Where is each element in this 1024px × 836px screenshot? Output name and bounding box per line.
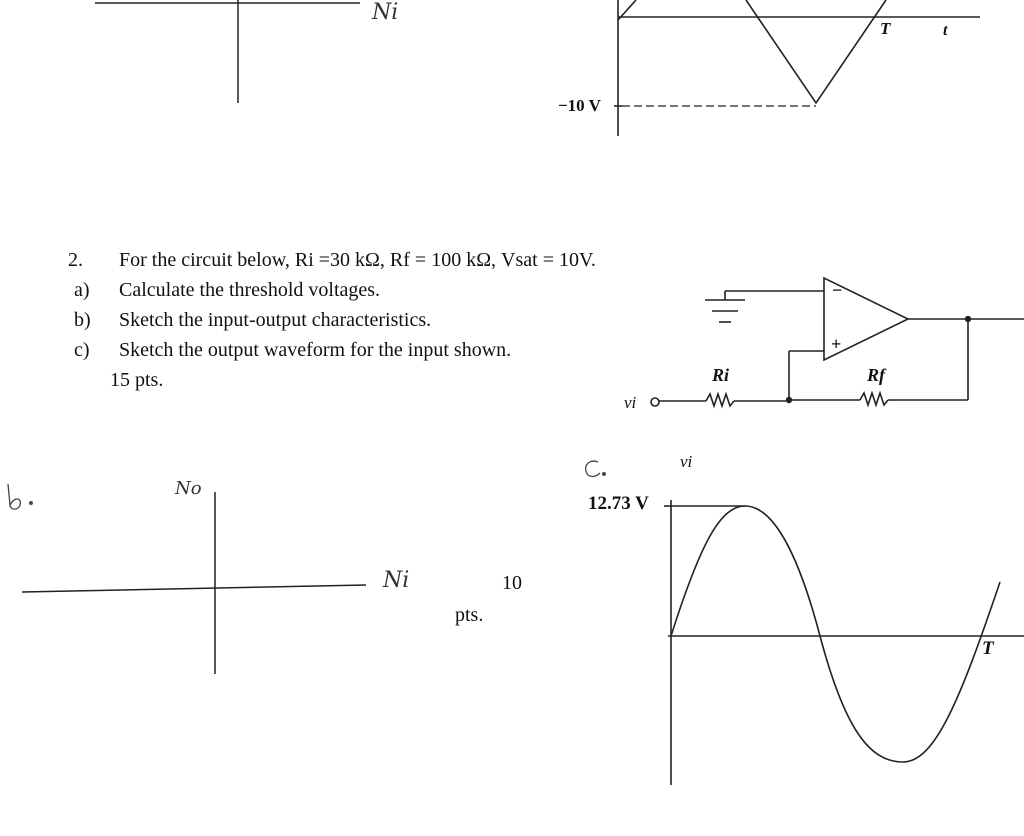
ri-label: Ri xyxy=(712,365,730,385)
part-c-question-text: Sketch the output waveform for the input shown. xyxy=(119,339,512,361)
part-b-x-axis-label: Ni xyxy=(383,568,410,593)
part-c-letter xyxy=(606,455,607,456)
resistor-ri xyxy=(706,394,734,406)
top-period-label: T xyxy=(880,19,891,38)
neg-level-label: −10 V xyxy=(558,96,601,115)
handwritten-marks xyxy=(8,461,605,509)
part-a-letter: a) xyxy=(74,279,90,301)
peak-voltage-label: 12.73 V xyxy=(588,493,649,514)
part-b-score-unit: pts. xyxy=(455,604,484,626)
input-voltage-label: vi xyxy=(624,393,637,412)
top-time-label: t xyxy=(943,22,948,39)
input-terminal xyxy=(651,398,659,406)
opamp-plus-sign: + xyxy=(831,334,842,354)
opamp-minus-sign: − xyxy=(832,280,843,300)
rf-label: Rf xyxy=(867,365,885,385)
part-b-axes xyxy=(22,492,366,674)
part-b-y-axis-label: No xyxy=(175,478,202,499)
top-left-axes xyxy=(95,0,360,103)
part-c-graph xyxy=(664,500,1024,785)
part-c-signal-label: vi xyxy=(680,452,693,471)
top-left-axis-label: Ni xyxy=(372,0,399,25)
top-triangle-waveform xyxy=(614,0,980,136)
part-c-period-label: T xyxy=(982,638,994,659)
question-number: 2. xyxy=(68,249,83,271)
part-c-question-letter: c) xyxy=(74,339,90,361)
part-b-score: 10 xyxy=(502,572,522,594)
sine-wave xyxy=(671,506,1000,762)
part-b-question-text: Sketch the input-output characteristics. xyxy=(119,309,432,331)
question-stem: For the circuit below, Ri =30 kΩ, Rf = 100 kΩ, Vsat = 10V. xyxy=(119,249,596,271)
part-b-question-letter: b) xyxy=(74,309,91,331)
part-a-text: Calculate the threshold voltages. xyxy=(119,279,381,301)
resistor-rf xyxy=(860,393,888,405)
part-b-letter xyxy=(38,480,39,481)
question-points: 15 pts. xyxy=(110,369,164,391)
